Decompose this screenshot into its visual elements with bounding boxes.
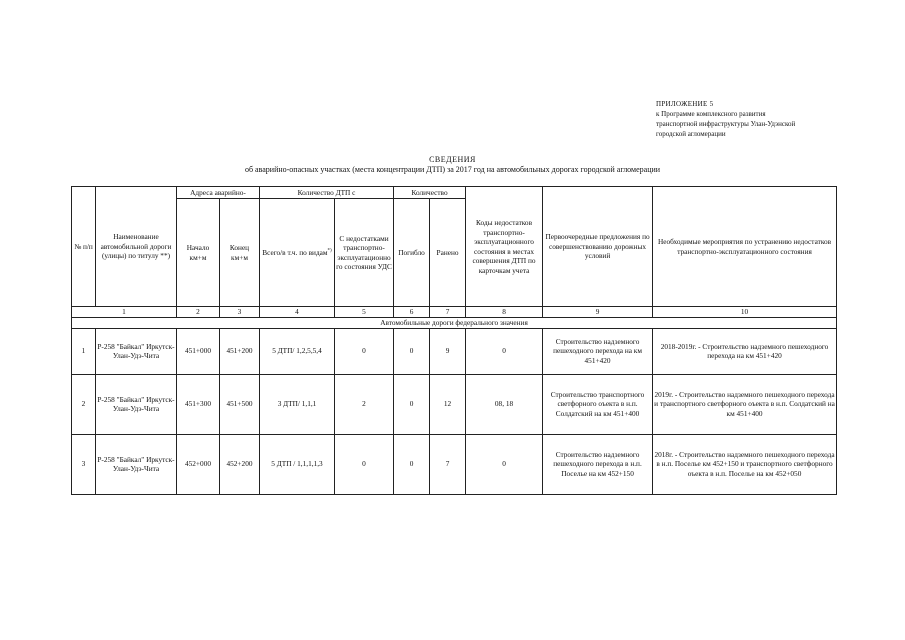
- col-number: 7: [430, 307, 466, 318]
- cell-killed: 0: [394, 434, 430, 494]
- col-number: 9: [543, 307, 653, 318]
- cell-proposal: Строительство надземного пешеходного перехода в н.п. Поселье на км 452+150: [543, 434, 653, 494]
- cell-road: Р-258 "Байкал" Иркутск-Улан-Удэ-Чита: [96, 328, 177, 374]
- header-injured: Ранено: [430, 199, 466, 307]
- col-number: 8: [466, 307, 543, 318]
- appendix-line: транспортной инфраструктуры Улан-Удэнской: [656, 120, 796, 128]
- table-row: [72, 328, 837, 374]
- cell-uds: 0: [335, 328, 394, 374]
- document-title: СВЕДЕНИЯ: [429, 155, 476, 164]
- cell-total: 5 ДТП / 1,1,1,1,3: [260, 434, 335, 494]
- header-end: Конец км+м: [220, 199, 260, 307]
- header-total-label: Всего/в т.ч. по видам: [262, 247, 328, 257]
- cell-total: 3 ДТП/ 1,1,1: [260, 374, 335, 434]
- cell-killed: 0: [394, 328, 430, 374]
- cell-codes: 0: [466, 328, 543, 374]
- header-start: Начало км+м: [177, 199, 220, 307]
- cell-total: 5 ДТП/ 1,2,5,5,4: [260, 328, 335, 374]
- cell-num: 3: [72, 434, 96, 494]
- col-number: 1: [72, 307, 177, 318]
- header-address-group: Адреса аварийно-: [177, 187, 260, 199]
- cell-uds: 0: [335, 434, 394, 494]
- col-number: 5: [335, 307, 394, 318]
- col-number: 6: [394, 307, 430, 318]
- cell-measure: 2018г. - Строительство надземного пешеходного перехода в н.п. Поселье км 452+150 и транспортного светфорного оъекта в н.п. Поселье на км 452+050: [653, 434, 837, 494]
- appendix-line: городской агломерации: [656, 130, 726, 138]
- header-codes: Коды недостатков транспортно-эксплуатационного состояния в местах совершения ДТП по карточкам учета: [466, 187, 543, 307]
- cell-codes: 08, 18: [466, 374, 543, 434]
- col-number: 10: [653, 307, 837, 318]
- header-total: [260, 199, 335, 307]
- cell-measure: 2018-2019г. - Строительство надземного пешеходного перехода на км 451+420: [653, 328, 837, 374]
- cell-road: Р-258 "Байкал" Иркутск-Улан-Удэ-Чита: [96, 434, 177, 494]
- cell-injured: 9: [430, 328, 466, 374]
- header-road: Наименование автомобильной дороги (улицы) по титулу **): [96, 187, 177, 307]
- col-number: 2: [177, 307, 220, 318]
- cell-uds: 2: [335, 374, 394, 434]
- header-uds: С недостатками транспортно-эксплуатационного состояния УДС: [335, 199, 394, 307]
- col-number: 4: [260, 307, 335, 318]
- cell-start: 451+300: [177, 374, 220, 434]
- table-row: [72, 434, 837, 494]
- header-count-group: Количество: [394, 187, 466, 199]
- cell-end: 451+500: [220, 374, 260, 434]
- cell-killed: 0: [394, 374, 430, 434]
- cell-end: 451+200: [220, 328, 260, 374]
- cell-codes: 0: [466, 434, 543, 494]
- cell-injured: 7: [430, 434, 466, 494]
- header-proposals: Первоочередные предложения по совершенствованию дорожных условий: [543, 187, 653, 307]
- col-number: 3: [220, 307, 260, 318]
- cell-road: Р-258 "Байкал" Иркутск-Улан-Удэ-Чита: [96, 374, 177, 434]
- table-row: [72, 374, 837, 434]
- section-title: Автомобильные дороги федерального значения: [72, 317, 837, 328]
- appendix-title: ПРИЛОЖЕНИЕ 5: [656, 100, 714, 108]
- header-total-footnote: *): [327, 248, 332, 254]
- cell-measure: 2019г. - Строительство надземного пешеходного перехода и транспортного светфорного оъекта в н.п. Солдатский на км 451+400: [653, 374, 837, 434]
- header-num: № п/п: [72, 187, 96, 307]
- cell-num: 1: [72, 328, 96, 374]
- cell-proposal: Строительство надземного пешеходного перехода на км 451+420: [543, 328, 653, 374]
- cell-end: 452+200: [220, 434, 260, 494]
- cell-proposal: Строительство транспортного светфорного оъекта в н.п. Солдатский на км 451+400: [543, 374, 653, 434]
- header-dtp-group: Количество ДТП с: [260, 187, 394, 199]
- cell-num: 2: [72, 374, 96, 434]
- appendix-line: к Программе комплексного развития: [656, 110, 766, 118]
- document-subtitle: об аварийно-опасных участках (места концентрации ДТП) за 2017 год на автомобильных дорогах городской агломерации: [244, 165, 661, 174]
- cell-start: 451+000: [177, 328, 220, 374]
- accident-sites-table: [71, 186, 837, 495]
- header-killed: Погибло: [394, 199, 430, 307]
- header-measures: Необходимые мероприятия по устранению недостатков транспортно-эксплуатационного состояния: [653, 187, 837, 307]
- cell-injured: 12: [430, 374, 466, 434]
- appendix-note: [656, 99, 795, 139]
- cell-start: 452+000: [177, 434, 220, 494]
